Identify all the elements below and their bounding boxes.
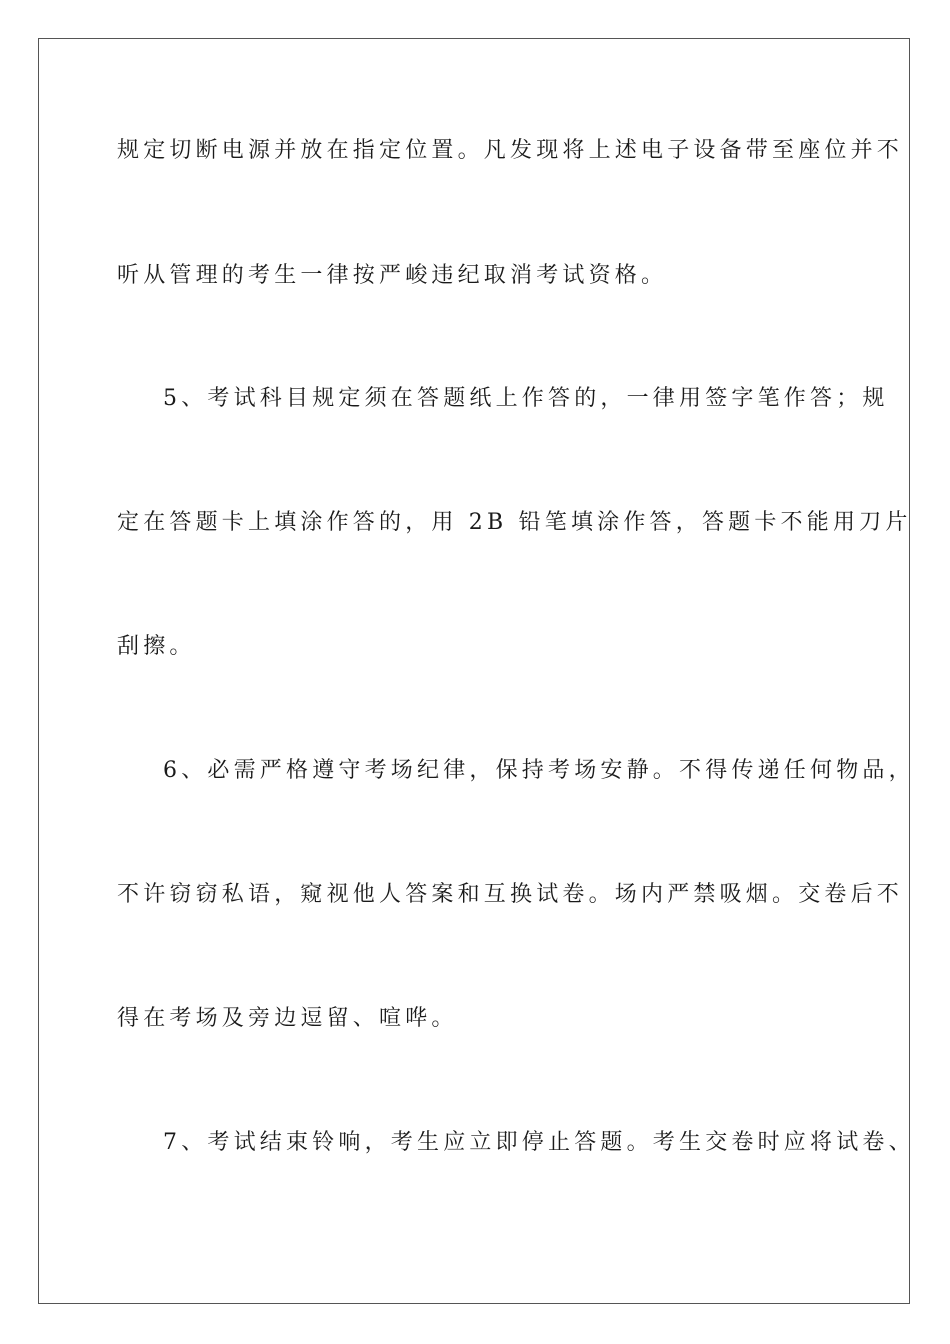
rule-5-line-2: 定在答题卡上填涂作答的，用 2B 铅笔填涂作答，答题卡不能用刀片 bbox=[117, 510, 912, 535]
text-line-2: 听从管理的考生一律按严峻违纪取消考试资格。 bbox=[117, 263, 668, 288]
rule-5-line-1: 5、考试科目规定须在答题纸上作答的，一律用签字笔作答；规 bbox=[163, 386, 889, 411]
rule-6-line-3: 得在考场及旁边逗留、喧哗。 bbox=[117, 1006, 458, 1031]
rule-6-line-2: 不许窃窃私语，窥视他人答案和互换试卷。场内严禁吸烟。交卷后不 bbox=[117, 882, 904, 907]
rule-6-line-1: 6、必需严格遵守考场纪律，保持考场安静。不得传递任何物品， bbox=[163, 758, 915, 783]
page-border bbox=[38, 38, 910, 1304]
text-line-1: 规定切断电源并放在指定位置。凡发现将上述电子设备带至座位并不 bbox=[117, 138, 904, 163]
rule-5-line-3: 刮擦。 bbox=[117, 634, 196, 659]
rule-7-line-1: 7、考试结束铃响，考生应立即停止答题。考生交卷时应将试卷、 bbox=[163, 1130, 915, 1155]
